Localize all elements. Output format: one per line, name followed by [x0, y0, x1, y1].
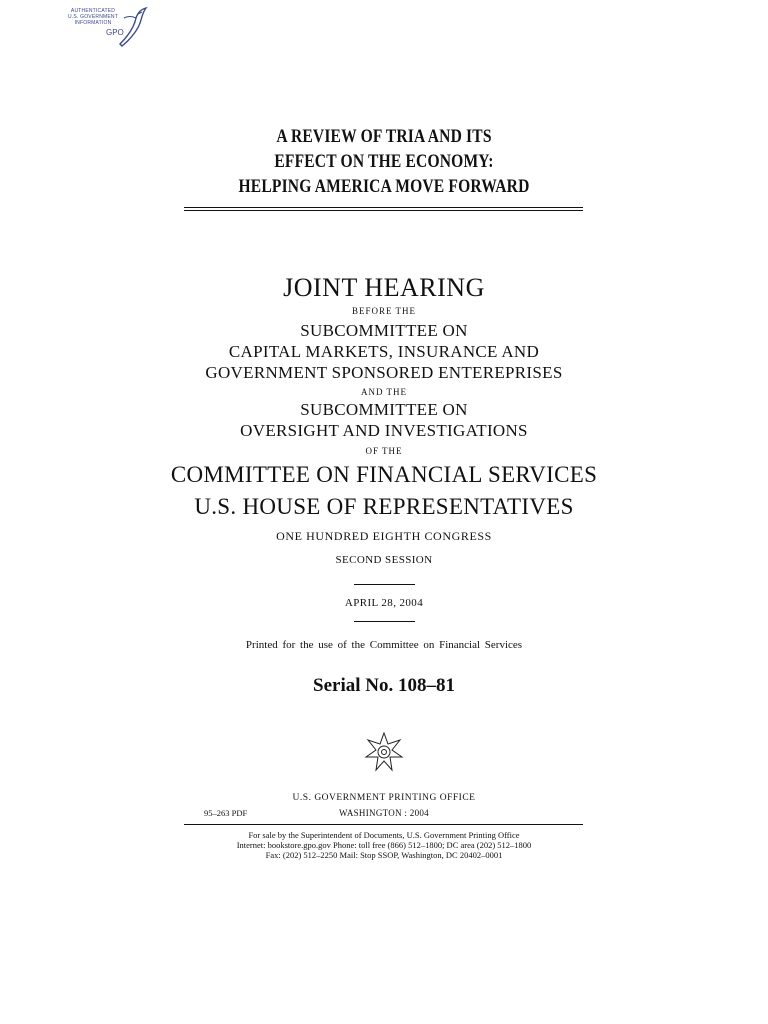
committee-name: COMMITTEE ON FINANCIAL SERVICES [170, 462, 598, 487]
place-year: WASHINGTON : 2004 [339, 808, 429, 818]
seal-line-1: AUTHENTICATED [70, 8, 116, 14]
seal-ornament-icon [362, 730, 406, 774]
session: SECOND SESSION [335, 554, 433, 566]
serial-number: Serial No. 108–81 [313, 675, 455, 696]
pdf-id: 95–263 PDF [204, 808, 248, 818]
and-the: AND THE [360, 387, 408, 397]
house-name: U.S. HOUSE OF REPRESENTATIVES [194, 494, 574, 519]
date-rule-top [354, 584, 415, 585]
subcommittee-1-line-3: GOVERNMENT SPONSORED ENTEREPRISES [205, 363, 563, 382]
seal-gpo-mark: GPO [106, 28, 124, 37]
sale-line-2: Internet: bookstore.gpo.gov Phone: toll free (866) 512–1800; DC area (202) 512–1800 [236, 840, 532, 850]
subcommittee-1-line-2: CAPITAL MARKETS, INSURANCE AND [228, 342, 540, 361]
title-double-rule-top [184, 207, 583, 208]
eagle-icon [116, 6, 148, 48]
printed-for-note: Printed for the use of the Committee on Financial Services [245, 639, 523, 651]
of-the: OF THE [365, 446, 403, 456]
congress: ONE HUNDRED EIGHTH CONGRESS [276, 529, 492, 543]
subcommittee-2-line-2: OVERSIGHT AND INVESTIGATIONS [240, 421, 528, 440]
seal-line-3: INFORMATION [74, 20, 112, 26]
title-double-rule-bottom [184, 210, 583, 211]
date-rule-bottom [354, 621, 415, 622]
footer-rule [184, 824, 583, 825]
title-line-3: HELPING AMERICA MOVE FORWARD [238, 176, 530, 197]
printing-office: U.S. GOVERNMENT PRINTING OFFICE [292, 793, 476, 803]
gpo-authentication-seal [58, 4, 150, 48]
seal-line-2: U.S. GOVERNMENT [68, 14, 118, 20]
hearing-type: JOINT HEARING [283, 273, 485, 302]
hearing-date: APRIL 28, 2004 [344, 597, 424, 609]
sale-line-3: Fax: (202) 512–2250 Mail: Stop SSOP, Washington, DC 20402–0001 [265, 850, 503, 860]
subcommittee-2-line-1: SUBCOMMITTEE ON [300, 400, 468, 419]
subcommittee-1-line-1: SUBCOMMITTEE ON [300, 321, 468, 340]
title-line-2: EFFECT ON THE ECONOMY: [274, 151, 494, 172]
sale-line-1: For sale by the Superintendent of Documents, U.S. Government Printing Office [248, 830, 520, 840]
before-the: BEFORE THE [351, 306, 417, 316]
title-line-1: A REVIEW OF TRIA AND ITS [276, 126, 492, 147]
